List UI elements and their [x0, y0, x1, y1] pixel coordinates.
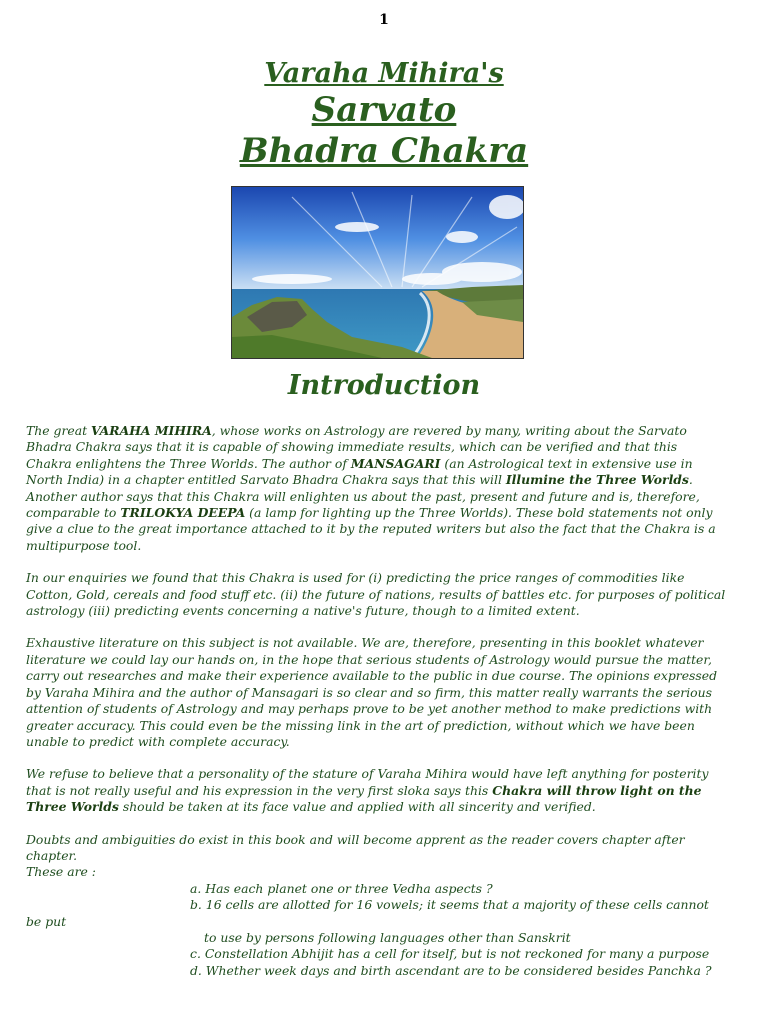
- title-author: Varaha Mihira's: [264, 58, 504, 89]
- paragraph-5: Doubts and ambiguities do exist in this book and will become apprent as the reader covers chapter after chapter.: [26, 831, 685, 863]
- doubts-section: [26, 832, 726, 980]
- section-heading-introduction: Introduction: [287, 370, 481, 401]
- page-number: 1: [379, 12, 389, 28]
- title-line-bhadra-chakra: Bhadra Chakra: [239, 131, 529, 171]
- these-are-label: These are :: [26, 864, 96, 880]
- p1-text-3: (an Astrological text in extensive use in North India) in a chapter entitled Sarvato Bhadra Chakra says that this will: [26, 455, 693, 488]
- p4-text-2: should be taken at its face value and applied with all sincerity and verified.: [118, 799, 596, 815]
- list-item-b-continued: be put: [26, 913, 67, 929]
- p4-text-1: We refuse to believe that a personality of the stature of Varaha Mihira would have left anything for posterity that is not really useful and his expression in the very first sloka says this: [26, 766, 709, 798]
- paragraph-1: [26, 423, 726, 554]
- list-item-b-indented: to use by persons following languages other than Sanskrit: [204, 929, 571, 945]
- title-line-sarvato: Sarvato: [311, 90, 457, 130]
- p1-text-1: The great: [26, 423, 92, 438]
- coastal-landscape-photo: [231, 186, 524, 359]
- paragraph-3: Exhaustive literature on this subject is not available. We are, therefore, presenting in this booklet whatever literature we could lay our hands on, in the hope that serious students of Astrology would pursue the matter, carry out researches and make their experience available to the public in due course. The opinions expressed by Varaha Mihira and the author of Mansagari is so clear and so firm, this matter really warrants the serious attention of students of Astrology and may perhaps prove to be yet another method to make predictions with greater accuracy. This could even be the missing link in the art of prediction, without which we have been unable to predict with complete accuracy.: [26, 635, 718, 749]
- p1-text-4: . Another author says that this Chakra will enlighten us about the past, present and future and is, therefore, comparable to: [26, 472, 700, 521]
- paragraph-4: [26, 766, 726, 815]
- title-block: [0, 58, 768, 172]
- list-item-a: a. Has each planet one or three Vedha aspects ?: [190, 880, 493, 896]
- list-item-b: b. 16 cells are allotted for 16 vowels; it seems that a majority of these cells cannot: [190, 897, 709, 913]
- p4-bold-chakra: Chakra will throw light on the Three Worlds: [26, 782, 702, 815]
- body-text: [26, 423, 726, 979]
- p1-bold-trilokya: TRILOKYA DEEPA: [120, 505, 246, 521]
- p1-text-5: (a lamp for lighting up the Three Worlds). These bold statements not only give a clue to the great importance attached to it by the reputed writers but also the fact that the Chakra is a multipurpose tool.: [26, 505, 716, 553]
- p1-bold-mansagari: MANSAGARI: [350, 455, 441, 471]
- p1-bold-illumine: Illumine the Three Worlds: [505, 472, 689, 488]
- paragraph-2: In our enquiries we found that this Chakra is used for (i) predicting the price ranges of commodities like Cotton, Gold, cereals and food stuff etc. (ii) the future of nations, results of battles etc. for purposes of political astrology (iii) predicting events concerning a native's future, though to a limited extent.: [26, 570, 726, 619]
- p1-bold-varaha: VARAHA MIHIRA: [91, 423, 212, 438]
- p1-text-2: , whose works on Astrology are revered by many, writing about the Sarvato Bhadra Chakra says that it is capable of showing immediate results, which can be verified and that this Chakra enlightens the Three Worlds. The author of: [26, 423, 687, 471]
- list-item-d: d. Whether week days and birth ascendant are to be considered besides Panchka ?: [190, 962, 712, 978]
- list-item-c: c. Constellation Abhijit has a cell for itself, but is not reckoned for many a purpose: [190, 946, 710, 962]
